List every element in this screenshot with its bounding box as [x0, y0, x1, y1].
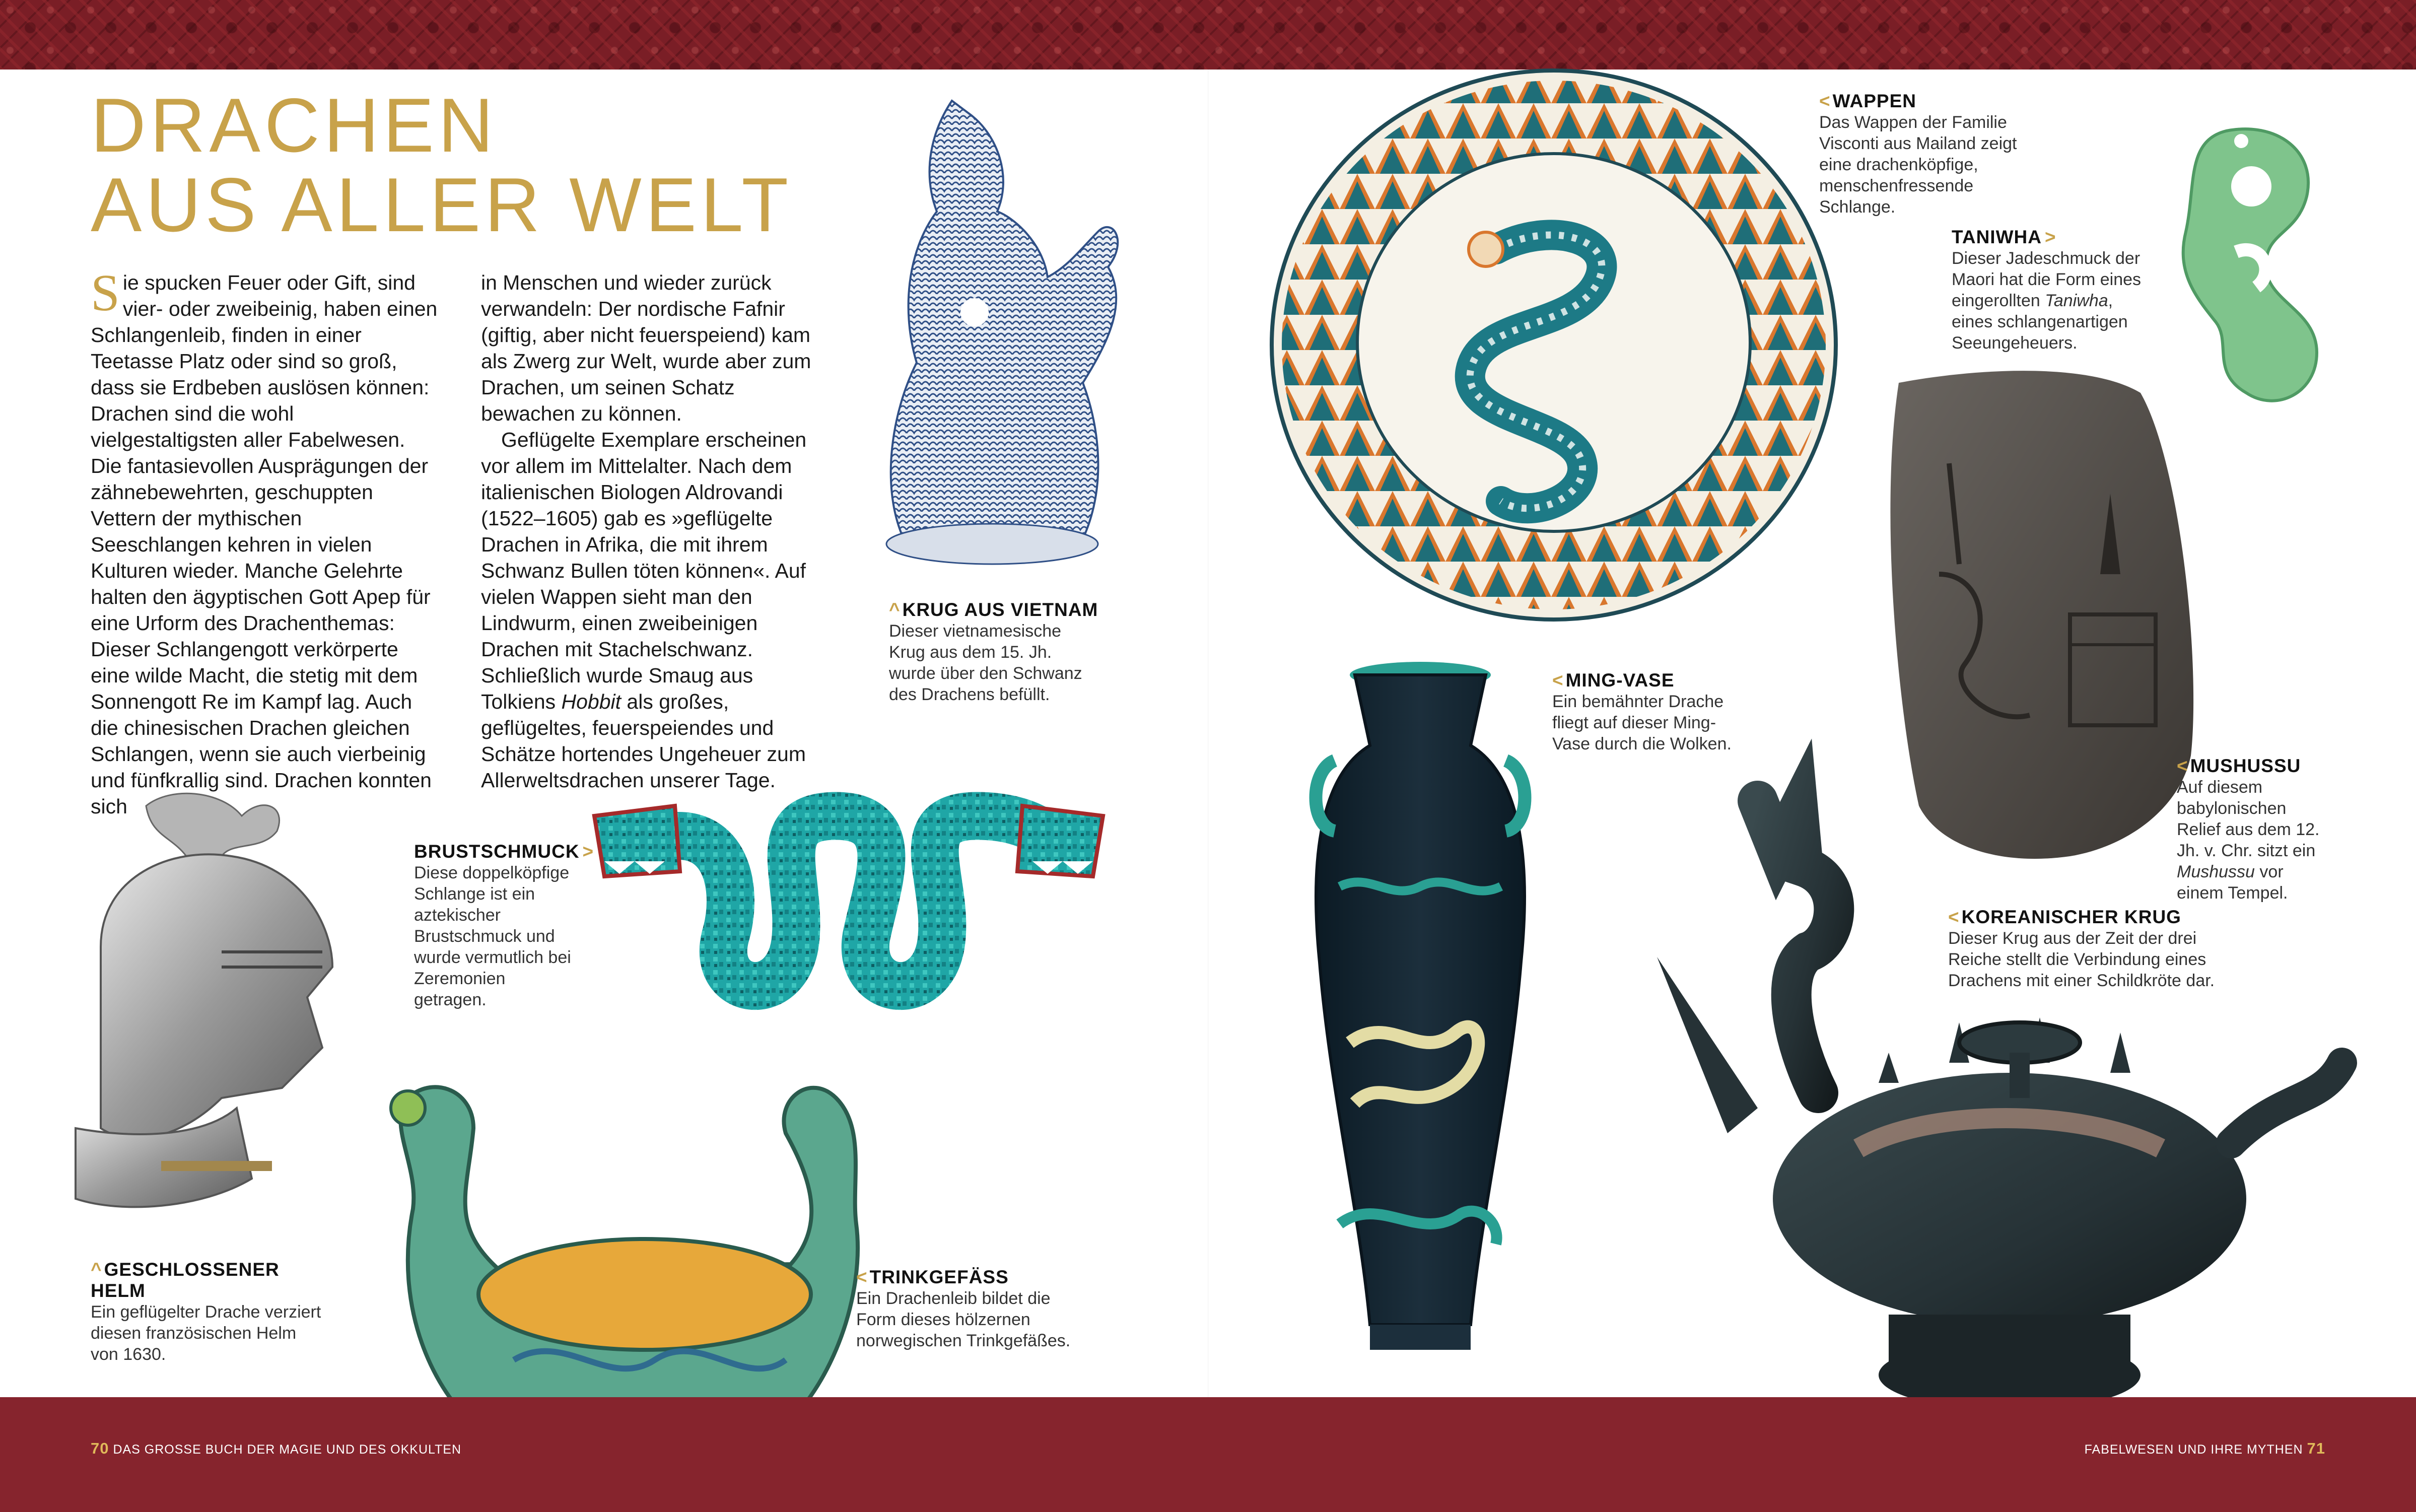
- caption-helm-body: Ein geflügelter Drache verziert diesen französischen Helm von 1630.: [91, 1302, 321, 1364]
- caption-trinkgefaess-body: Ein Drachenleib bildet die Form dieses hölzernen norwegischen Trinkgefäßes.: [856, 1289, 1071, 1350]
- title-line-2: AUS ALLER WELT: [91, 162, 793, 248]
- caption-wappen-head: [1819, 91, 2051, 112]
- caption-brustschmuck-head: [414, 841, 594, 862]
- caption-trinkgefaess-marker: <: [856, 1267, 868, 1287]
- caption-trinkgefaess: [856, 1267, 1088, 1351]
- caption-ming-marker: <: [1552, 670, 1564, 691]
- korean-dragon-turtle-jug-image: [1627, 781, 2372, 1456]
- closed-helmet-image: [71, 786, 353, 1224]
- caption-ming-vase: [1552, 670, 1744, 754]
- caption-helm-head: [91, 1259, 322, 1280]
- caption-taniwha-title: TANIWHA: [1952, 227, 2042, 247]
- caption-koreanischer-krug: [1948, 907, 2230, 991]
- caption-ming-title: MING-VASE: [1565, 670, 1675, 691]
- caption-taniwha-body: [1952, 248, 2153, 354]
- hobbit-title: Hobbit: [561, 690, 622, 713]
- book-spine: [1208, 70, 1209, 1397]
- caption-helm-title-line2: HELM: [91, 1280, 146, 1301]
- caption-brustschmuck: [414, 841, 594, 1010]
- aztec-double-headed-serpent-image: [594, 786, 1103, 1017]
- intro-column-1: [91, 264, 438, 819]
- caption-trinkgefaess-title: TRINKGEFÄSS: [869, 1267, 1009, 1287]
- caption-koreanisch-body: Dieser Krug aus der Zeit der drei Reiche stellt die Verbindung eines Drachens mit einer Schildkröte dar.: [1948, 929, 2215, 990]
- page-number-right: 71: [2307, 1439, 2325, 1457]
- intro-column-2: [481, 269, 829, 793]
- caption-wappen-body: Das Wappen der Familie Visconti aus Mailand zeigt eine drachenköpfige, menschenfressende Schlange.: [1819, 113, 2017, 217]
- caption-brustschmuck-marker: >: [582, 841, 594, 862]
- caption-ming-body: Ein bemähnter Drache fliegt auf dieser Ming-Vase durch die Wolken.: [1552, 692, 1732, 753]
- caption-taniwha-marker: >: [2044, 227, 2056, 247]
- intro-text-col2-p2b: als großes, geflügeltes, feuerspeiendes und Schätze hortendes Ungeheuer zum Allerweltsdrachen unserer Tage.: [481, 690, 806, 792]
- visconti-plate-image: [1269, 68, 1838, 622]
- caption-mushussu-title: MUSHUSSU: [2190, 755, 2301, 776]
- caption-taniwha-body-b: , eines schlangenartigen Seeungeheuers.: [1952, 291, 2128, 353]
- caption-mushussu-body-b: vor einem Tempel.: [2177, 862, 2288, 903]
- footer-left-text: DAS GROSSE BUCH DER MAGIE UND DES OKKULTEN: [113, 1442, 462, 1457]
- caption-krug-body: Dieser vietnamesische Krug aus dem 15. Jh. wurde über den Schwanz des Drachens befüllt.: [889, 622, 1082, 704]
- page-title: [91, 83, 793, 248]
- vietnamese-dragon-jug-image: [846, 101, 1128, 574]
- caption-taniwha-body-a: Dieser Jadeschmuck der Maori hat die Form eines eingerollten: [1952, 249, 2142, 310]
- caption-taniwha-term: Taniwha: [2045, 291, 2108, 310]
- caption-krug-marker: ^: [889, 599, 901, 620]
- caption-wappen: [1819, 91, 2051, 218]
- caption-helm-marker: ^: [91, 1259, 102, 1280]
- caption-krug-aus-vietnam: [889, 599, 1100, 705]
- footer-right: [2085, 1439, 2325, 1458]
- caption-koreanisch-head: [1948, 907, 2230, 928]
- caption-krug-head: [889, 599, 1100, 621]
- caption-helm-title-line1: GESCHLOSSENER: [104, 1259, 280, 1280]
- intro-text-col2-p2a: Geflügelte Exemplare erscheinen vor allem im Mittelalter. Nach dem italienischen Biologen Aldrovandi (1522–1605) gab es »geflügelte Drachen in Afrika, die mit ihrem Schwanz Bullen töten können«. Auf vielen Wappen sieht man den Lindwurm, einen zweibeinigen Drachen mit Stachelschwanz. Schließlich wurde Smaug aus Tolkiens: [481, 428, 807, 713]
- caption-mushussu-body-a: Auf diesem babylonischen Relief aus dem 12. Jh. v. Chr. sitzt ein: [2177, 778, 2320, 860]
- caption-taniwha-head: [1952, 227, 2153, 248]
- caption-brustschmuck-body: Diese doppelköpfige Schlange ist ein aztekischer Brustschmuck und wurde vermutlich bei Zeremonien getragen.: [414, 863, 571, 1009]
- caption-wappen-marker: <: [1819, 91, 1831, 111]
- caption-koreanisch-title: KOREANISCHER KRUG: [1961, 907, 2181, 927]
- caption-krug-title: KRUG AUS VIETNAM: [902, 599, 1098, 620]
- caption-geschlossener-helm: [91, 1259, 322, 1365]
- top-ornament-band: [0, 0, 2416, 70]
- intro-text-col2-p1: in Menschen und wieder zurück verwandeln: Der nordische Fafnir (giftig, aber nicht feuerspeiend) kam als Zwerg zur Welt, wurde aber zum Drachen, um seinen Schatz bewachen zu können.: [481, 271, 811, 425]
- caption-mushussu-marker: <: [2177, 755, 2188, 776]
- caption-trinkgefaess-head: [856, 1267, 1088, 1288]
- caption-ming-head: [1552, 670, 1744, 691]
- footer-left: [91, 1439, 461, 1458]
- intro-text-col1: ie spucken Feuer oder Gift, sind vier- oder zweibeinig, haben einen Schlangenleib, finden in einer Teetasse Platz oder sind so groß, dass sie Erdbeben auslösen können: Drachen sind die wohl vielgestaltigsten aller Fabelwesen. Die fantasievollen Ausprägungen der zähnebewehrten, geschuppten Vettern der mythischen Seeschlangen kehren in vielen Kulturen wieder. Manche Gelehrte halten den ägyptischen Gott Apep für eine Urform des Drachenthemas: Dieser Schlangengott verkörperte eine wilde Macht, die stetig mit dem Sonnengott Re im Kampf lag. Auch die chinesischen Drachen gleichen Schlangen, wenn sie auch vierbeinig und fünfkrallig sind. Drachen konnten sich: [91, 271, 438, 818]
- page-number-left: 70: [91, 1439, 109, 1457]
- footer-right-text: FABELWESEN UND IHRE MYTHEN: [2084, 1442, 2303, 1457]
- caption-mushussu-term: Mushussu: [2177, 862, 2255, 881]
- caption-taniwha: [1952, 227, 2153, 354]
- caption-mushussu-head: [2177, 755, 2328, 777]
- ming-vase-image: [1289, 660, 1551, 1365]
- intro-text-col2-p2: [481, 427, 829, 793]
- title-line-1: DRACHEN: [91, 83, 498, 168]
- caption-brustschmuck-title: BRUSTSCHMUCK: [414, 841, 580, 862]
- caption-wappen-title: WAPPEN: [1832, 91, 1916, 111]
- drop-cap: S: [91, 264, 120, 322]
- caption-koreanisch-marker: <: [1948, 907, 1960, 927]
